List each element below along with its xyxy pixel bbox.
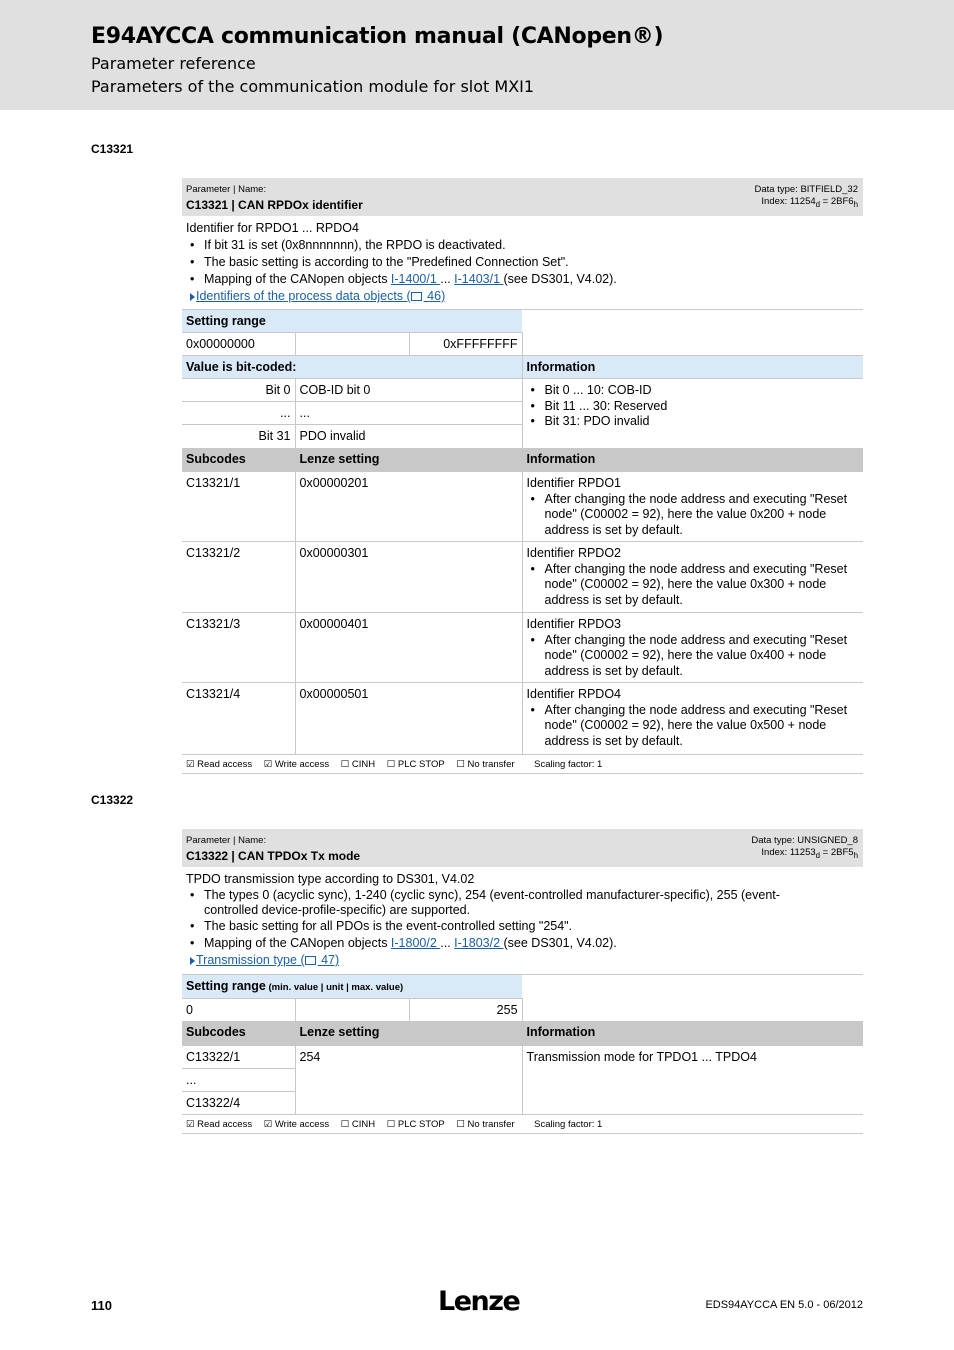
information-header: Information bbox=[522, 356, 863, 379]
parameter-block-c13321 bbox=[182, 178, 863, 774]
bit-coded-header: Value is bit-coded: bbox=[182, 356, 522, 379]
cross-reference: Identifiers of the process data objects ( 46) bbox=[186, 288, 859, 305]
access-flags bbox=[182, 1114, 863, 1134]
parameter-name-bar bbox=[182, 829, 863, 867]
range-unit bbox=[295, 333, 409, 356]
book-icon bbox=[305, 956, 316, 965]
write-access-flag: ☑ Write access bbox=[263, 1119, 330, 1130]
cinh-flag: ☐ CINH bbox=[340, 758, 376, 770]
parameter-name: C13321 | CAN RPDOx identifier bbox=[186, 198, 363, 212]
lenze-setting: 0x00000201 bbox=[295, 472, 522, 542]
document-id: EDS94AYCCA EN 5.0 - 06/2012 bbox=[705, 1299, 863, 1311]
subcodes-header: Subcodes bbox=[182, 448, 295, 472]
description-intro: TPDO transmission type according to DS301, V4.02 bbox=[186, 872, 475, 886]
lenze-setting: 0x00000301 bbox=[295, 542, 522, 613]
parameter-index: Index: $11254_d = 2BF6_h$ bbox=[761, 196, 858, 209]
manual-title: E94AYCCA communication manual (CANopen®) bbox=[91, 24, 664, 49]
description-bullet: • The basic setting is according to the "Predefined Connection Set". bbox=[186, 254, 859, 271]
no-transfer-flag: ☐ No transfer bbox=[456, 1119, 515, 1130]
range-max: 0xFFFFFFFF bbox=[409, 333, 522, 356]
scaling-factor: Scaling factor: 1 bbox=[534, 1119, 603, 1130]
lenze-setting: 0x00000401 bbox=[295, 613, 522, 683]
bit-number: ... bbox=[182, 402, 295, 425]
setting-range-spacer bbox=[522, 975, 863, 1022]
range-min: 0x00000000 bbox=[182, 333, 295, 356]
object-link-i1800[interactable]: I-1800/2 bbox=[390, 936, 441, 950]
parameter-description bbox=[182, 216, 863, 309]
subcode: C13322/4 bbox=[182, 1091, 295, 1114]
parameter-name-label: Parameter | Name: bbox=[186, 184, 267, 195]
scaling-factor: Scaling factor: 1 bbox=[534, 758, 603, 770]
cross-reference-link[interactable]: Transmission type bbox=[196, 953, 297, 967]
bit-name: PDO invalid bbox=[295, 425, 522, 448]
setting-range-hint: (min. value | unit | max. value) bbox=[265, 982, 404, 993]
subcode: ... bbox=[182, 1068, 295, 1091]
subcode: C13321/3 bbox=[182, 613, 295, 683]
access-flags bbox=[182, 754, 863, 774]
plc-stop-flag: ☐ PLC STOP bbox=[386, 1119, 445, 1130]
description-bullet: • The basic setting for all PDOs is the event-controlled setting "254". bbox=[186, 918, 859, 935]
subcode-information: Identifier RPDO4 • After changing the node address and executing "Reset node" (C00002 = 92), here the value 0x500 + node address is set by default. bbox=[522, 683, 863, 754]
read-access-flag: ☑ Read access bbox=[186, 1119, 253, 1130]
range-min: 0 bbox=[182, 998, 295, 1021]
object-link-i1803[interactable]: I-1803/2 bbox=[454, 936, 504, 950]
subcode-information: Identifier RPDO3 • After changing the node address and executing "Reset node" (C00002 = 92), here the value 0x400 + node address is set by default. bbox=[522, 613, 863, 683]
description-bullet: • Mapping of the CANopen objects I-1400/1 ... I-1403/1 (see DS301, V4.02). bbox=[186, 271, 859, 288]
description-bullet: • If bit 31 is set (0x8nnnnnnn), the RPDO is deactivated. bbox=[186, 237, 859, 254]
no-transfer-flag: ☐ No transfer bbox=[456, 758, 515, 770]
subcode-information: Identifier RPDO1 • After changing the node address and executing "Reset node" (C00002 = 92), here the value 0x200 + node address is set by default. bbox=[522, 472, 863, 542]
parameter-name-bar bbox=[182, 178, 863, 216]
parameter-name: C13322 | CAN TPDOx Tx mode bbox=[186, 849, 361, 863]
setting-range-header: Setting range (min. value | unit | max. value) bbox=[182, 975, 522, 999]
parameter-description bbox=[182, 867, 863, 974]
read-access-flag: ☑ Read access bbox=[186, 758, 253, 770]
book-icon bbox=[411, 292, 422, 301]
data-type: Data type: UNSIGNED_8 bbox=[751, 835, 858, 846]
range-unit bbox=[295, 998, 409, 1021]
bit-name: COB-ID bit 0 bbox=[295, 379, 522, 402]
subcode: C13321/1 bbox=[182, 472, 295, 542]
bit-number: Bit 31 bbox=[182, 425, 295, 448]
parameter-index: Index: $11253_d = 2BF5_h$ bbox=[761, 847, 858, 860]
write-access-flag: ☑ Write access bbox=[263, 758, 330, 770]
setting-range-header: Setting range bbox=[182, 310, 522, 333]
page-reference-link[interactable]: 47) bbox=[317, 953, 340, 967]
subcodes-header: Subcodes bbox=[182, 1021, 295, 1045]
data-type: Data type: BITFIELD_32 bbox=[754, 184, 858, 195]
cross-reference: Transmission type ( 47) bbox=[186, 952, 859, 969]
section-title: Parameters of the communication module for slot MXI1 bbox=[91, 77, 535, 96]
information-header: Information bbox=[522, 448, 863, 472]
object-link-i1403[interactable]: I-1403/1 bbox=[454, 272, 504, 286]
subcode-information: Transmission mode for TPDO1 ... TPDO4 bbox=[522, 1045, 863, 1114]
range-max: 255 bbox=[409, 998, 522, 1021]
parameter-block-c13322 bbox=[182, 829, 863, 1134]
chapter-title: Parameter reference bbox=[91, 54, 256, 73]
bit-number: Bit 0 bbox=[182, 379, 295, 402]
plc-stop-flag: ☐ PLC STOP bbox=[386, 758, 445, 770]
bit-name: ... bbox=[295, 402, 522, 425]
lenze-setting: 254 bbox=[295, 1045, 522, 1114]
information-header: Information bbox=[522, 1021, 863, 1045]
page-header bbox=[0, 0, 954, 110]
description-intro: Identifier for RPDO1 ... RPDO4 bbox=[186, 221, 359, 235]
parameter-heading-c13322: C13322 bbox=[91, 793, 134, 807]
cinh-flag: ☐ CINH bbox=[340, 1119, 376, 1130]
setting-range-spacer bbox=[522, 310, 863, 356]
subcode: C13322/1 bbox=[182, 1045, 295, 1068]
subcode-information: Identifier RPDO2 • After changing the node address and executing "Reset node" (C00002 = 92), here the value 0x300 + node address is set by default. bbox=[522, 542, 863, 613]
lenze-setting-header: Lenze setting bbox=[295, 1021, 522, 1045]
subcode: C13321/4 bbox=[182, 683, 295, 754]
lenze-setting-header: Lenze setting bbox=[295, 448, 522, 472]
lenze-logo: Lenze bbox=[438, 1286, 520, 1317]
lenze-setting: 0x00000501 bbox=[295, 683, 522, 754]
parameter-heading-c13321: C13321 bbox=[91, 142, 134, 156]
cross-reference-link[interactable]: Identifiers of the process data objects bbox=[196, 289, 404, 303]
object-link-i1400[interactable]: I-1400/1 bbox=[390, 272, 441, 286]
subcode: C13321/2 bbox=[182, 542, 295, 613]
description-bullet: • Mapping of the CANopen objects I-1800/2 ... I-1803/2 (see DS301, V4.02). bbox=[186, 935, 859, 952]
parameter-table bbox=[182, 309, 863, 754]
description-bullet: • The types 0 (acyclic sync), 1-240 (cyclic sync), 254 (event-controlled manufacturer-specific), 255 (event-controlled device-profile-specific) are supported. bbox=[186, 888, 859, 918]
parameter-table bbox=[182, 974, 863, 1114]
page-number: 110 bbox=[91, 1298, 112, 1313]
page-reference-link[interactable]: 46) bbox=[423, 289, 446, 303]
bit-information: • Bit 0 ... 10: COB-ID • Bit 11 ... 30: Reserved • Bit 31: PDO invalid bbox=[522, 379, 863, 448]
parameter-name-label: Parameter | Name: bbox=[186, 835, 267, 846]
